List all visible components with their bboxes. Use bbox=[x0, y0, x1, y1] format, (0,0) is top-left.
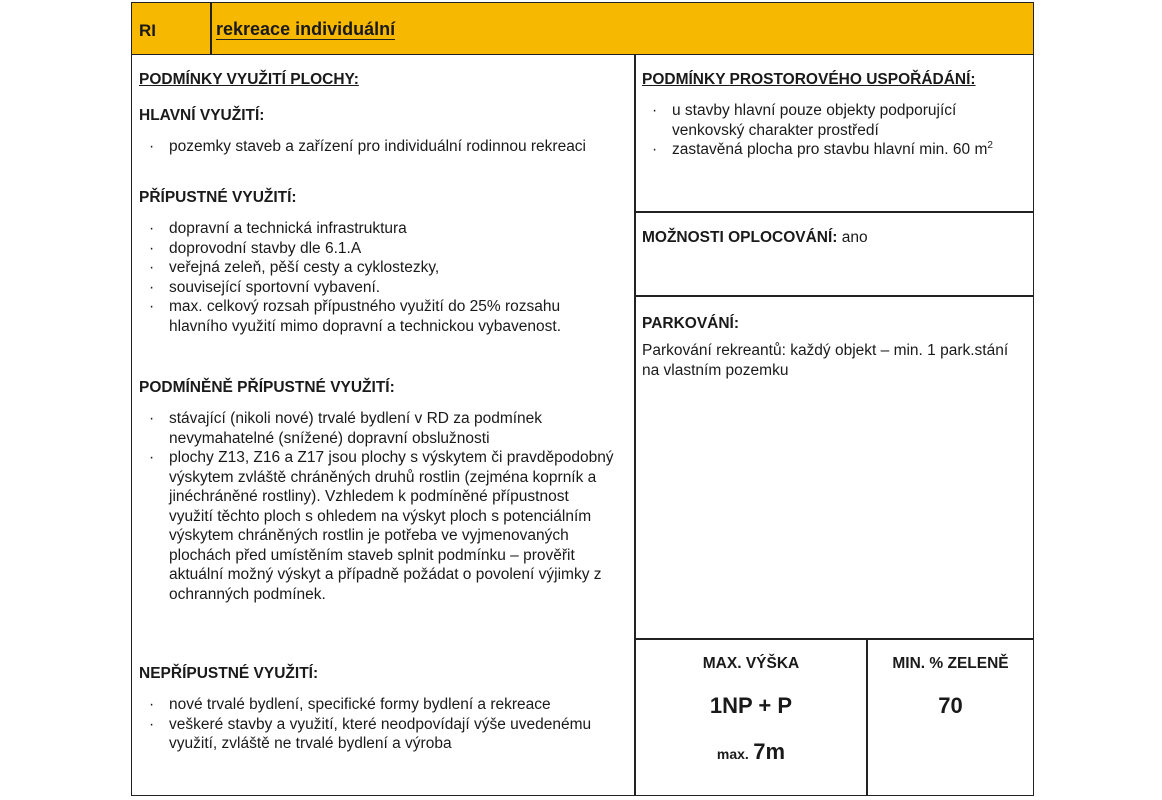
parking-text: Parkování rekreantů: každý objekt – min. 1 park.stání na vlastním pozemku bbox=[642, 342, 1009, 379]
built-area-sup: 2 bbox=[987, 139, 993, 151]
forbidden-use-list bbox=[137, 695, 627, 754]
main-use-list bbox=[137, 137, 607, 157]
list-item: · stávající (nikoli nové) trvalé bydlení v RD za podmínek nevymahatelné (snížené) dopravní obslužnosti bbox=[137, 409, 615, 448]
min-green-value: 70 bbox=[938, 693, 963, 718]
max-height-sub-value: 7m bbox=[753, 739, 786, 764]
conditional-use-list bbox=[137, 409, 615, 604]
use-conditions-heading: PODMÍNKY VYUŽITÍ PLOCHY: bbox=[139, 71, 359, 88]
built-area-text: zastavěná plocha pro stavbu hlavní min. 60 bbox=[672, 141, 971, 158]
list-item: · pozemky staveb a zařízení pro individuální rodinnou rekreaci bbox=[137, 137, 607, 157]
list-item bbox=[640, 140, 1025, 160]
header-bar bbox=[132, 3, 1033, 55]
permitted-use-heading: PŘÍPUSTNÉ VYUŽITÍ: bbox=[139, 189, 297, 206]
fencing-label: MOŽNOSTI OPLOCOVÁNÍ: bbox=[642, 229, 838, 246]
header-divider bbox=[210, 3, 212, 55]
list-item: · související sportovní vybavení. bbox=[137, 278, 607, 298]
list-item: · doprovodní stavby dle 6.1.A bbox=[137, 239, 607, 259]
row-divider bbox=[634, 211, 1034, 213]
conditional-use-heading: PODMÍNĚNĚ PŘÍPUSTNÉ VYUŽITÍ: bbox=[139, 379, 395, 396]
list-item: · nové trvalé bydlení, specifické formy bydlení a rekreace bbox=[137, 695, 627, 715]
row-divider bbox=[634, 638, 1034, 640]
spatial-conditions-list bbox=[640, 101, 1025, 160]
max-height-value: 1NP + P bbox=[709, 693, 793, 718]
column-divider bbox=[634, 55, 636, 796]
max-height-meters bbox=[636, 739, 866, 765]
fencing-value: ano bbox=[841, 229, 868, 246]
zone-code: RI bbox=[139, 21, 156, 40]
parking-heading: PARKOVÁNÍ: bbox=[642, 315, 740, 332]
permitted-use-list bbox=[137, 219, 607, 336]
list-item: · veřejná zeleň, pěší cesty a cyklostezky, bbox=[137, 258, 607, 278]
min-green-label: MIN. % ZELENĚ bbox=[892, 655, 1009, 672]
list-item: · veškeré stavby a využití, které neodpovídají výše uvedenému využití, zvláště ne trvalé bydlení a výroba bbox=[137, 715, 627, 754]
main-use-heading: HLAVNÍ VYUŽITÍ: bbox=[139, 107, 265, 124]
list-item: · u stavby hlavní pouze objekty podporující venkovský charakter prostředí bbox=[640, 101, 1025, 140]
regulation-sheet bbox=[131, 2, 1034, 796]
zone-title: rekreace individuální bbox=[216, 19, 396, 39]
spatial-conditions-heading: PODMÍNKY PROSTOROVÉHO USPOŘÁDÁNÍ: bbox=[642, 71, 976, 88]
list-item: · max. celkový rozsah přípustného využití do 25% rozsahu hlavního využití mimo dopravní a technickou vybavenost. bbox=[137, 297, 607, 336]
fencing-row bbox=[642, 229, 868, 247]
max-height-prefix: max. bbox=[716, 746, 749, 762]
max-height-label: MAX. VÝŠKA bbox=[702, 655, 800, 672]
list-item: · dopravní a technická infrastruktura bbox=[137, 219, 607, 239]
list-item: · plochy Z13, Z16 a Z17 jsou plochy s výskytem či pravděpodobný výskytem zvláště chráněných druhů rostlin (zejména koprník a jinéchráněné rostliny). Vzhledem k podmíněné přípustnost využití těchto ploch s ohledem na výskyt ploch s potenciálním výskytem chráněných rostlin je potřeba ve vyjmenovaných plochách před umístěním staveb splnit podmínku – prověřit aktuální možný výskyt a případně požádat o povolení výjimky z ochranných podmínek. bbox=[137, 448, 615, 604]
built-area-unit: m bbox=[974, 141, 988, 158]
forbidden-use-heading: NEPŘÍPUSTNÉ VYUŽITÍ: bbox=[139, 665, 319, 682]
row-divider bbox=[634, 295, 1034, 297]
